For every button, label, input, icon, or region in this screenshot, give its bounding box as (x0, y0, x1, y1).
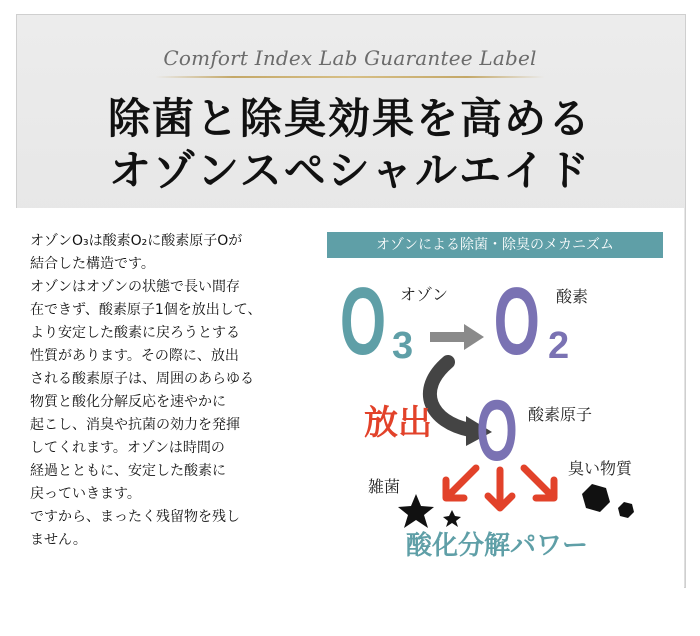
description-text (30, 230, 302, 552)
mechanism-diagram (320, 262, 680, 572)
description-line: 物質と酸化分解反応を速やかに (30, 394, 226, 410)
description-line: してくれます。オゾンは時間の (30, 440, 225, 456)
description-line: オゾンはオゾンの状態で長い間存 (30, 279, 240, 295)
ozone-label: オゾン (400, 285, 449, 304)
oxygen-subscript: 2 (548, 325, 570, 367)
gold-divider (155, 76, 545, 78)
headline-line-2: オゾンスペシャルエイド (109, 146, 591, 195)
oxidation-arrows (446, 468, 554, 508)
germ-star-small (443, 510, 461, 527)
headline-line-1: 除菌と除臭効果を高める (107, 94, 592, 143)
description-line: ですから、まったく残留物を残し (30, 509, 240, 525)
odor-label: 臭い物質 (568, 459, 633, 478)
description-line: 戻っていきます。 (30, 486, 141, 502)
headline (0, 93, 700, 197)
odor-particle-small (618, 502, 634, 518)
odor-particle-large (582, 484, 610, 512)
description-line: 起こし、消臭や抗菌の効力を発揮 (30, 417, 240, 433)
oxygen-symbol: O (493, 267, 540, 375)
description-line: より安定した酸素に戻ろうとする (30, 325, 240, 341)
guarantee-label-title: Comfort Index Lab Guarantee Label (163, 46, 537, 70)
description-line: ません。 (30, 532, 87, 548)
description-line: オゾンO₃は酸素O₂に酸素原子Oが (30, 233, 243, 249)
germs-label: 雑菌 (368, 477, 401, 496)
description-line: 性質があります。その際に、放出 (30, 348, 239, 364)
oxygen-label: 酸素 (556, 287, 589, 306)
germ-star-large (398, 494, 434, 528)
mechanism-banner: オゾンによる除菌・除臭のメカニズム (327, 232, 663, 258)
ozone-symbol: O (339, 267, 387, 375)
description-line: 結合した構造です。 (30, 256, 155, 272)
description-line: される酸素原子は、周囲のあらゆる (30, 371, 254, 387)
description-line: 経過とともに、安定した酸素に (30, 463, 226, 479)
description-line: 在できず、酸素原子1個を放出して、 (30, 302, 262, 318)
oxidation-power-label: 酸化分解パワー (406, 531, 589, 561)
oxygen-atom-label: 酸素原子 (528, 405, 593, 424)
oxygen-atom-symbol: O (476, 383, 518, 480)
release-label: 放出 (364, 403, 432, 443)
transform-arrow (430, 324, 484, 350)
ozone-subscript: 3 (392, 325, 414, 367)
